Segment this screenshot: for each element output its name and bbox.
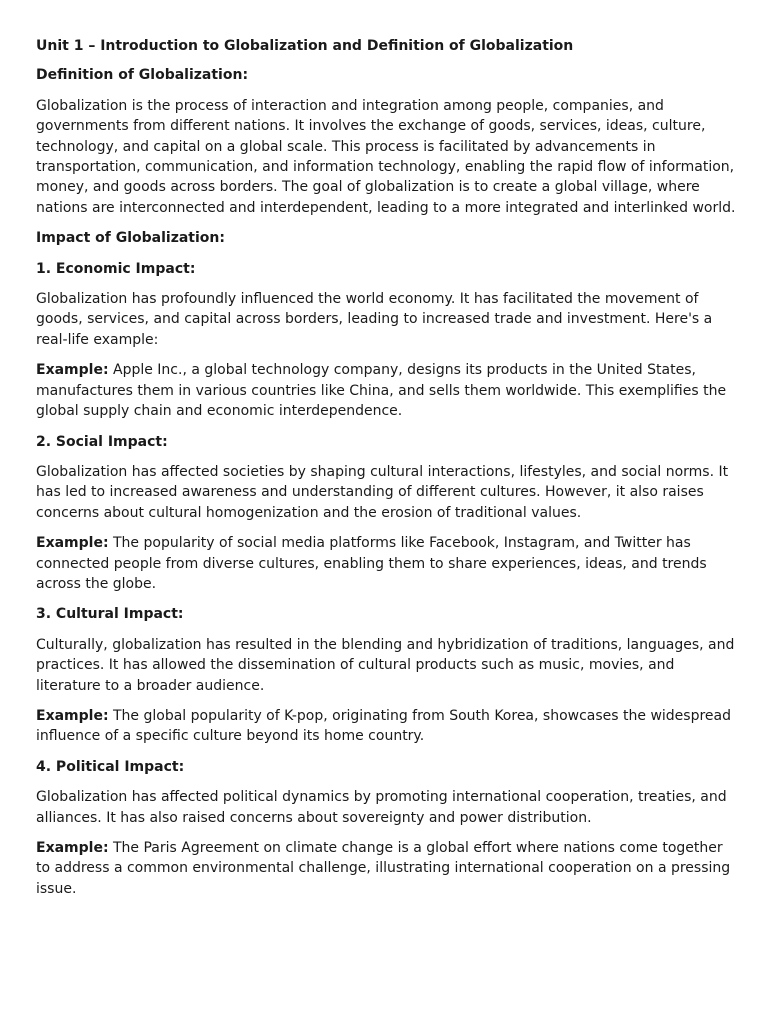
example-paragraph [36,838,736,899]
section-body: Culturally, globalization has resulted in the blending and hybridization of traditions, languages, and practices. It has allowed the dissemination of cultural products such as music, movies, and literature to a broader audience. [36,636,735,694]
example-paragraph [36,706,736,747]
definition-paragraph: Globalization is the process of interaction and integration among people, companies, and governments from different nations. It involves the exchange of goods, services, ideas, culture, technology, and capital on a global scale. This process is facilitated by advancements in transportation, communication, and information technology, enabling the rapid flow of information, money, and goods across borders. The goal of globalization is to create a global village, where nations are interconnected and interdependent, leading to a more integrated and interlinked world. [36,97,736,216]
example-text: Apple Inc., a global technology company, designs its products in the United States, manufactures them in various countries like China, and sells them worldwide. This exemplifies the global supply chain and economic interdependence. [36,362,727,420]
document-title: Unit 1 – Introduction to Globalization and Definition of Globalization [36,38,574,54]
section-cultural-impact [36,604,736,746]
example-paragraph [36,533,736,594]
example-text: The popularity of social media platforms like Facebook, Instagram, and Twitter has connected people from diverse cultures, enabling them to share experiences, ideas, and trends across the globe. [36,535,707,592]
section-heading: 2. Social Impact: [36,433,168,450]
section-economic-impact [36,259,736,422]
section-political-impact [36,757,736,899]
section-body: Globalization has profoundly influenced the world economy. It has facilitated the movement of goods, services, and capital across borders, leading to increased trade and investment. Here's a real-life example: [36,291,713,348]
example-paragraph [36,360,736,421]
section-body: Globalization has affected societies by shaping cultural interactions, lifestyles, and social norms. It has led to increased awareness and understanding of different cultures. However, it also raises concerns about cultural homogenization and the erosion of traditional values. [36,463,729,521]
example-label: Example: [36,362,109,379]
section-social-impact [36,432,736,595]
definition-heading: Definition of Globalization: [36,67,249,84]
impact-heading: Impact of Globalization: [36,230,225,247]
section-heading: 3. Cultural Impact: [36,606,184,623]
example-text: The Paris Agreement on climate change is a global effort where nations come together to address a common environmental challenge, illustrating international cooperation on a pressing issue. [36,840,731,897]
example-label: Example: [36,707,109,724]
example-text: The global popularity of K-pop, originating from South Korea, showcases the widespread influence of a specific culture beyond its home country. [36,707,731,745]
section-heading: 1. Economic Impact: [36,260,196,277]
example-label: Example: [36,840,109,856]
section-heading: 4. Political Impact: [36,758,185,775]
document-page [36,36,736,909]
section-body: Globalization has affected political dynamics by promoting international cooperation, treaties, and alliances. It has also raised concerns about sovereignty and power distribution. [36,789,727,826]
example-label: Example: [36,535,109,552]
